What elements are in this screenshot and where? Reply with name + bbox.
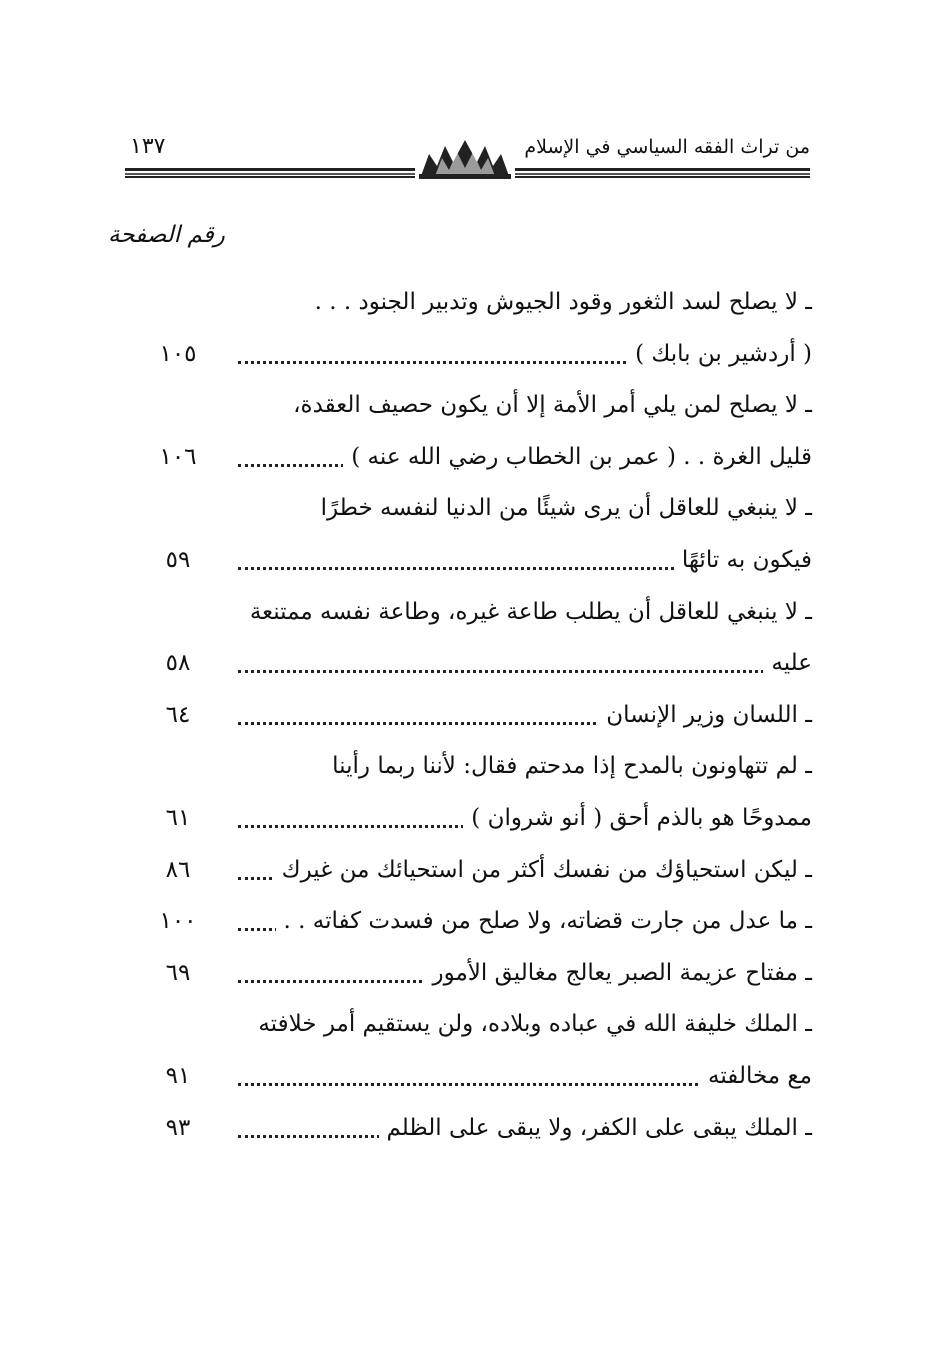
index-entry-page: ٦٩ bbox=[165, 960, 191, 986]
index-entry bbox=[130, 1108, 812, 1148]
index-entry bbox=[130, 695, 812, 735]
index-entry-page: ١٠٥ bbox=[159, 341, 197, 367]
index-entry bbox=[130, 901, 812, 941]
index-entry-page: ٦٤ bbox=[165, 702, 191, 728]
index-entry-page: ٩١ bbox=[165, 1063, 191, 1089]
index-entry-text: ـ الملك يبقى على الكفر، ولا يبقى على الظلم bbox=[379, 1108, 813, 1148]
index-entry bbox=[130, 282, 812, 322]
index-entry-text: فيكون به تائهًا bbox=[674, 540, 812, 580]
index-entry bbox=[130, 798, 812, 838]
index-entry bbox=[130, 334, 812, 374]
index-entry-text: عليه bbox=[763, 643, 812, 683]
index-entry-page: ٩٣ bbox=[165, 1115, 191, 1141]
running-header-title: من تراث الفقه السياسي في الإسلام bbox=[524, 136, 810, 158]
index-entry bbox=[130, 1004, 812, 1044]
index-entry-text: ـ لم تتهاونون بالمدح إذا مدحتم فقال: لأننا ربما رأينا bbox=[324, 746, 812, 786]
index-entry-text: ممدوحًا هو بالذم أحق ( أنو شروان ) bbox=[463, 798, 812, 838]
index-entry-text: ـ لا ينبغي للعاقل أن يطلب طاعة غيره، وطاعة نفسه ممتنعة bbox=[242, 592, 812, 632]
index-entry-text: مع مخالفته bbox=[700, 1056, 812, 1096]
header-rule bbox=[125, 168, 810, 178]
index-entry bbox=[130, 385, 812, 425]
index-entry bbox=[130, 592, 812, 632]
running-header bbox=[125, 130, 810, 190]
page-number: ١٣٧ bbox=[130, 134, 166, 159]
index-entry-text: قليل الغرة . . ( عمر بن الخطاب رضي الله عنه ) bbox=[343, 437, 812, 477]
index-entry bbox=[130, 953, 812, 993]
index-entry-page: ٦١ bbox=[165, 805, 191, 831]
index-entry-text: ـ ما عدل من جارت قضاته، ولا صلح من فسدت كفاته . . bbox=[276, 901, 812, 941]
index-entry bbox=[130, 746, 812, 786]
index-entry-page: ٨٦ bbox=[165, 857, 191, 883]
index-entry bbox=[130, 643, 812, 683]
index-entry-page: ٥٨ bbox=[165, 650, 191, 676]
index-entry-page: ١٠٠ bbox=[159, 908, 197, 934]
index-entry-text: ـ الملك خليفة الله في عباده وبلاده، ولن يستقيم أمر خلافته bbox=[250, 1004, 812, 1044]
index-entry-text: ( أردشير بن بابك ) bbox=[627, 334, 812, 374]
index-entry-text: ـ لا يصلح لمن يلي أمر الأمة إلا أن يكون حصيف العقدة، bbox=[285, 385, 812, 425]
index-entry-text: ـ لا ينبغي للعاقل أن يرى شيئًا من الدنيا لنفسه خطرًا bbox=[313, 488, 812, 528]
index-entry-text: ـ اللسان وزير الإنسان bbox=[598, 695, 812, 735]
index-entry-text: ـ لا يصلح لسد الثغور وقود الجيوش وتدبير الجنود . . . bbox=[307, 282, 812, 322]
index-entry bbox=[130, 488, 812, 528]
index-entry bbox=[130, 437, 812, 477]
index-entry-page: ٥٩ bbox=[165, 547, 191, 573]
dot-leader bbox=[238, 670, 812, 673]
index-entry bbox=[130, 540, 812, 580]
page-number-column-label: رقم الصفحة bbox=[108, 222, 225, 248]
index-entry bbox=[130, 1056, 812, 1096]
index-entry-text: ـ مفتاح عزيمة الصبر يعالج مغاليق الأمور bbox=[425, 953, 813, 993]
index-entry bbox=[130, 850, 812, 890]
index-entry-text: ـ ليكن استحياؤك من نفسك أكثر من استحيائك من غيرك bbox=[274, 850, 812, 890]
index-entry-page: ١٠٦ bbox=[159, 444, 197, 470]
